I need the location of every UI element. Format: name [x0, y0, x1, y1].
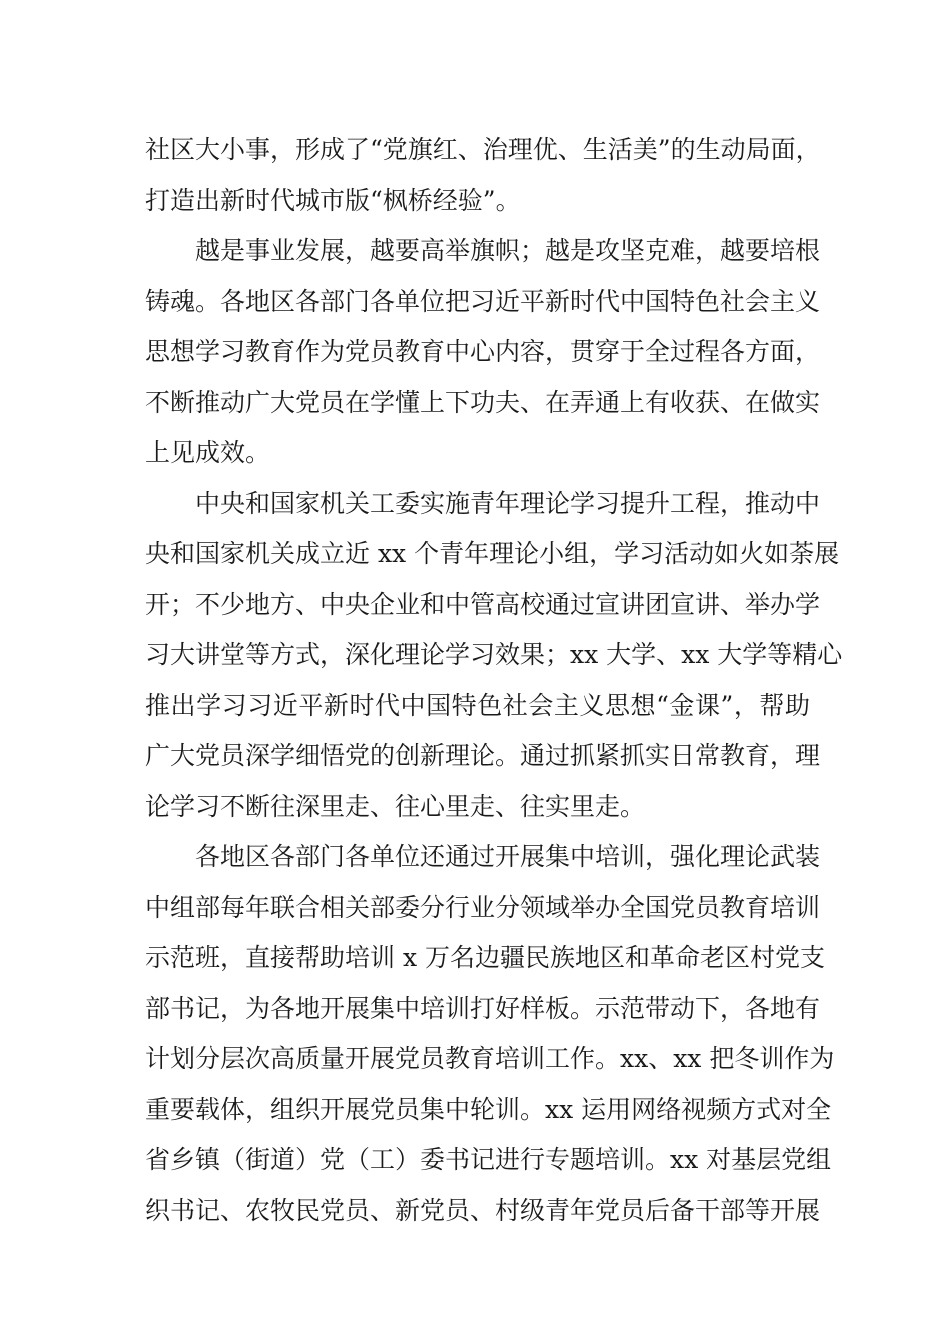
text-line: 打造出新时代城市版“枫桥经验”。 [145, 185, 521, 215]
text-line: 推出学习习近平新时代中国特色社会主义思想“金课”，帮助 [145, 690, 810, 720]
text-line: 不断推动广大党员在学懂上下功夫、在弄通上有收获、在做实 [145, 387, 821, 417]
paragraph [145, 226, 821, 479]
text-line: 思想学习教育作为党员教育中心内容，贯穿于全过程各方面， [145, 337, 821, 366]
text-line: 上见成效。 [145, 438, 271, 467]
text-line: 计划分层次高质量开展党员教育培训工作。xx、xx 把冬训作为 [145, 1044, 835, 1073]
text-line: 社区大小事，形成了“党旗红、治理优、生活美”的生动局面， [145, 135, 821, 164]
text-line: 广大党员深学细悟党的创新理论。通过抓紧抓实日常教育，理 [145, 741, 821, 770]
text-line: 示范班，直接帮助培训 x 万名边疆民族地区和革命老区村党支 [145, 943, 825, 972]
paragraph [145, 479, 843, 833]
paragraph [145, 832, 835, 1236]
text-line: 越是事业发展，越要高举旗帜；越是攻坚克难，越要培根 [195, 236, 821, 265]
text-line: 省乡镇（街道）党（工）委书记进行专题培训。xx 对基层党组 [145, 1145, 832, 1174]
text-line: 重要载体，组织开展党员集中轮训。xx 运用网络视频方式对全 [145, 1094, 832, 1124]
text-line: 中组部每年联合相关部委分行业分领域举办全国党员教育培训 [145, 892, 821, 922]
paragraph [145, 125, 821, 226]
text-line: 织书记、农牧民党员、新党员、村级青年党员后备干部等开展 [145, 1195, 821, 1225]
text-line: 各地区各部门各单位还通过开展集中培训，强化理论武装 [195, 842, 821, 871]
text-line: 开；不少地方、中央企业和中管高校通过宣讲团宣讲、举办学 [145, 589, 821, 619]
text-line: 部书记，为各地开展集中培训打好样板。示范带动下，各地有 [145, 993, 821, 1023]
text-line: 中央和国家机关工委实施青年理论学习提升工程，推动中 [195, 488, 821, 518]
text-line: 央和国家机关成立近 xx 个青年理论小组，学习活动如火如荼展 [145, 539, 840, 568]
text-line: 习大讲堂等方式，深化理论学习效果；xx 大学、xx 大学等精心 [145, 640, 843, 669]
text-line: 论学习不断往深里走、往心里走、往实里走。 [145, 791, 646, 821]
body-text [145, 125, 843, 1236]
text-line: 铸魂。各地区各部门各单位把习近平新时代中国特色社会主义 [145, 286, 821, 316]
